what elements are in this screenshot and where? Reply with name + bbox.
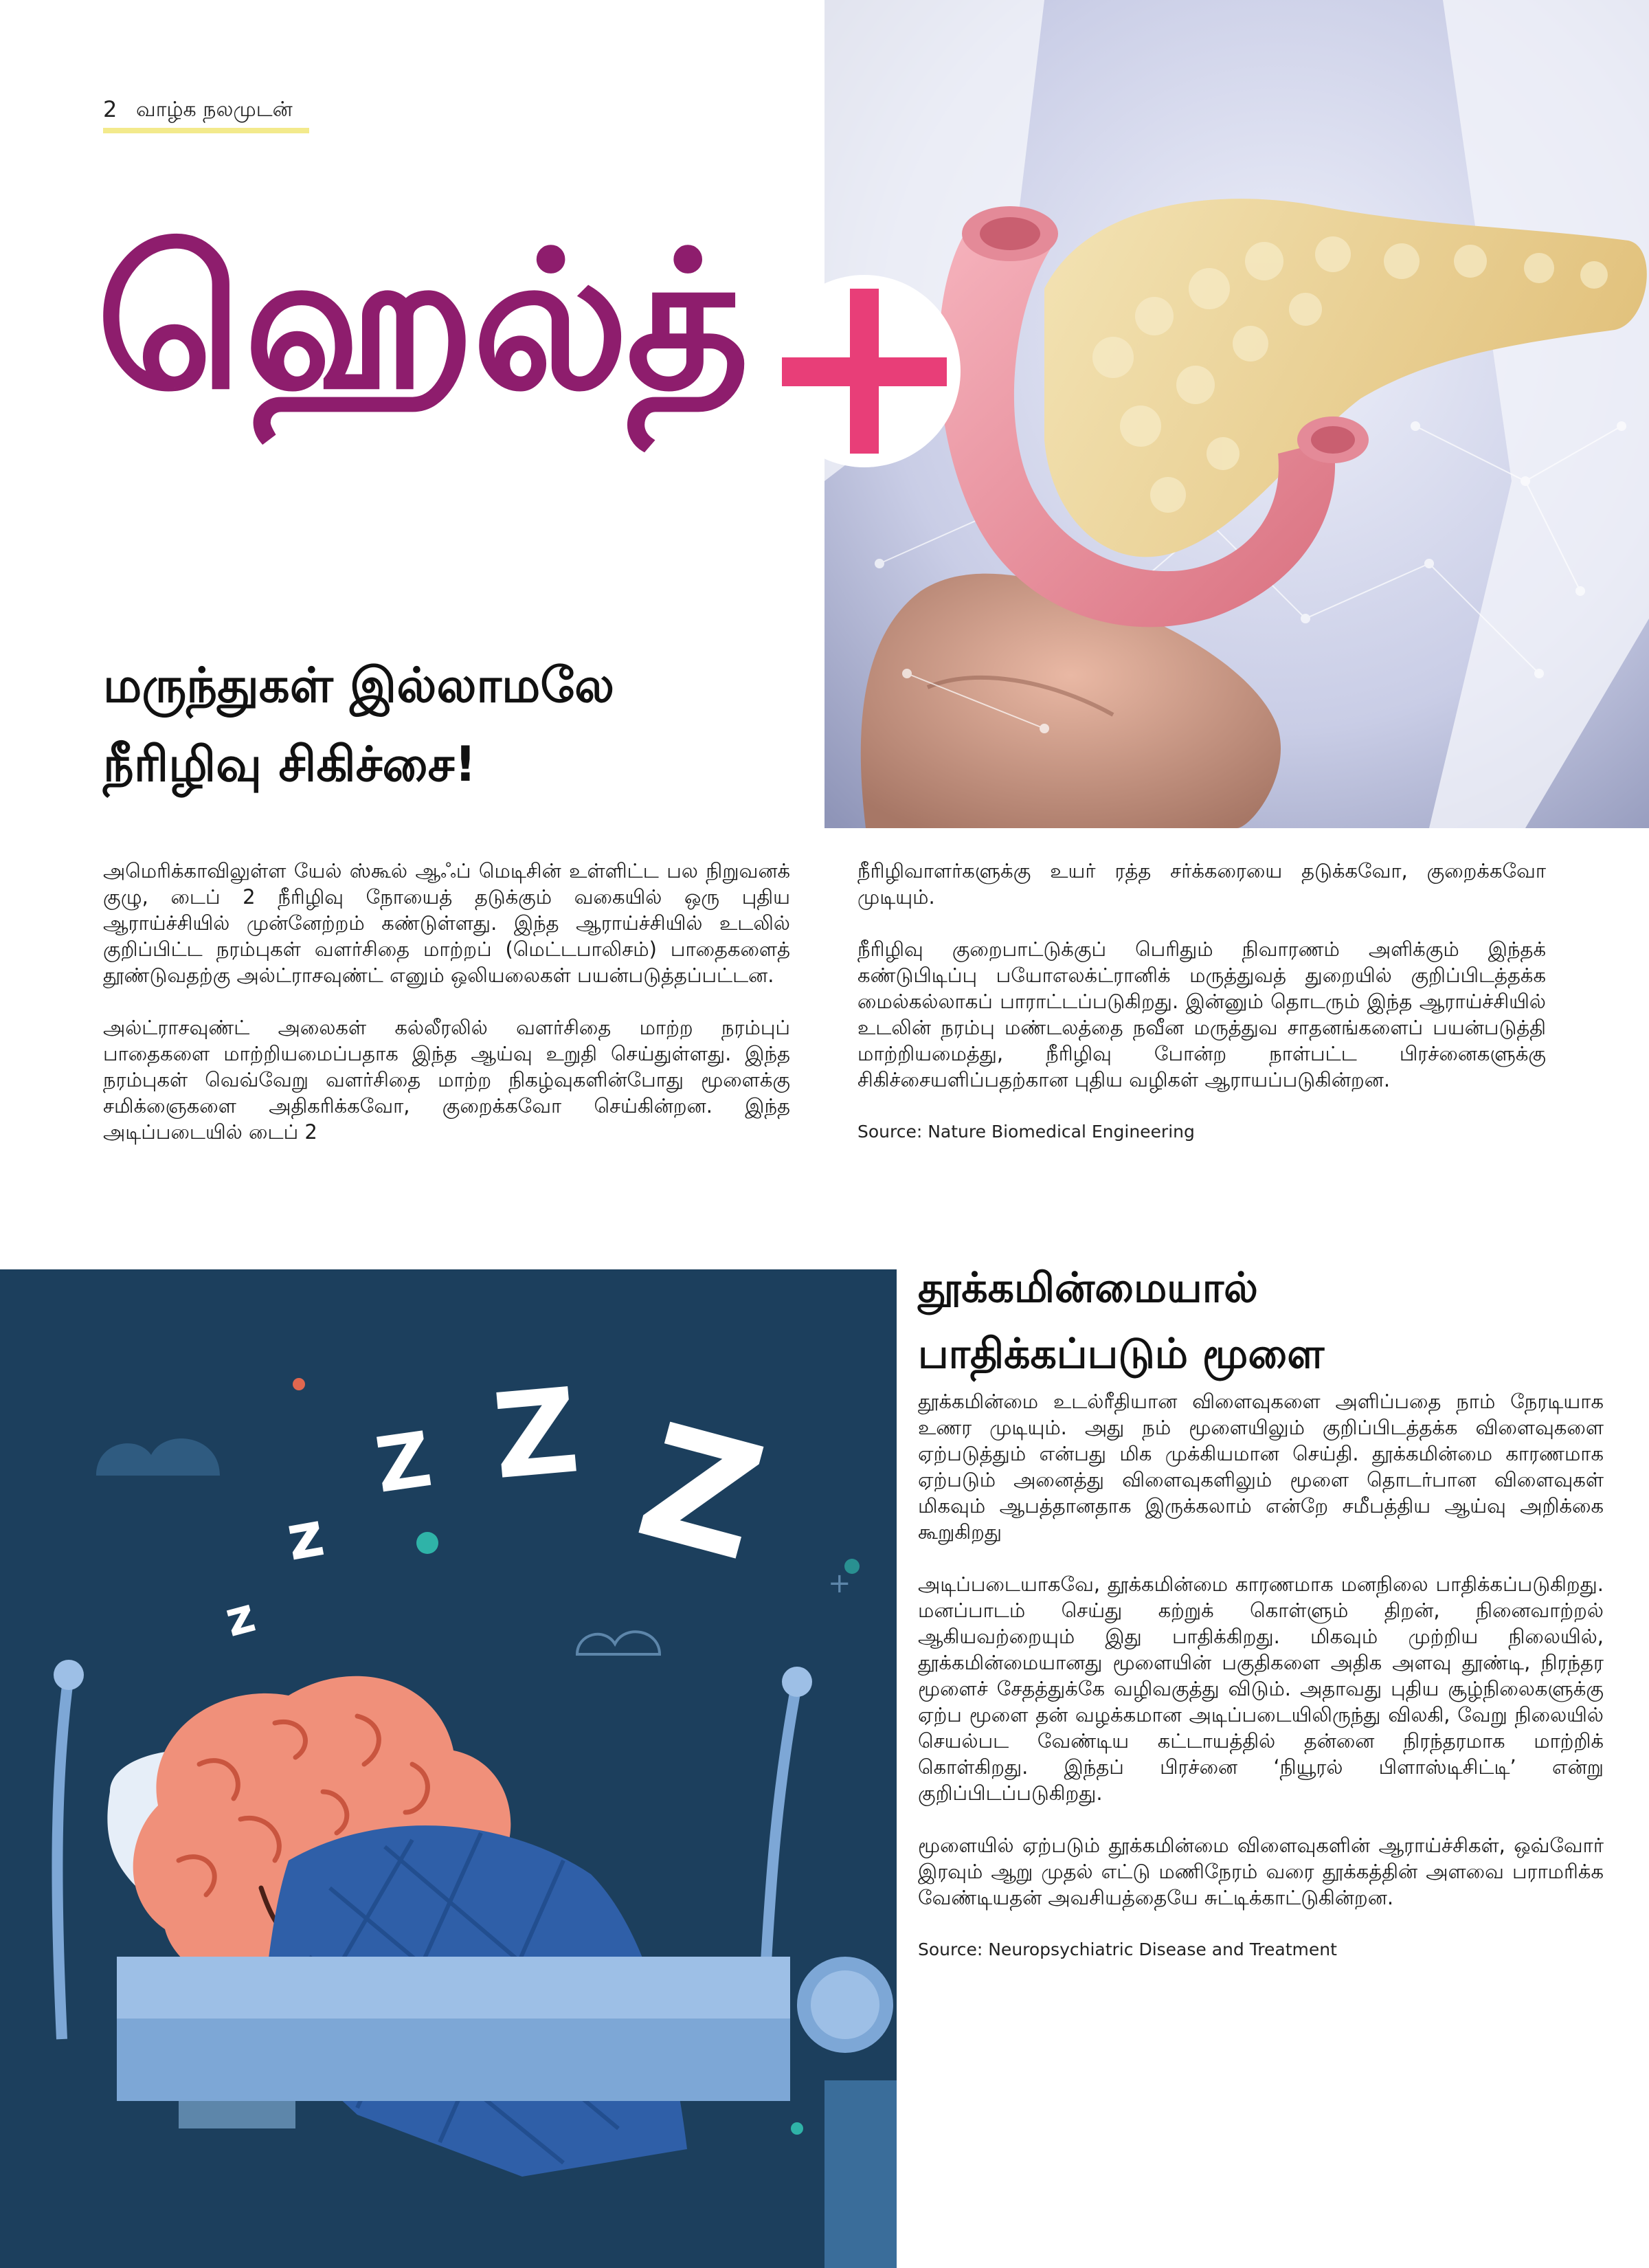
article1-title-line1: மருந்துகள் இல்லாமலே — [103, 657, 615, 713]
svg-text:z: z — [219, 1586, 261, 1648]
sleeping-brain-illustration — [0, 1269, 897, 2268]
article1-paragraph: அல்ட்ராசவுண்ட் அலைகள் கல்லீரலில் வளர்சிதை மாற்ற நரம்புப் பாதைகளை மாற்றியமைப்பதாக இந்த ஆய்வு உறுதி செய்துள்ளது. இந்த நரம்புகள் வெவ்வேறு வளர்சிதை மாற்ற நிகழ்வுகளின்போது மூளைக்கு சமிக்ஞைகளை அதிகரிக்கவோ, குறைக்கவோ செய்கின்றன. இந்த அடிப்படையில் டைப் 2 — [103, 1016, 790, 1144]
sleeping-brain-art — [0, 1269, 897, 2268]
page-number: 2 — [103, 96, 117, 122]
article1-column-2 — [857, 858, 1546, 1171]
article1-column-1 — [103, 858, 790, 1171]
header-underline — [103, 128, 309, 133]
article2-body — [918, 1388, 1604, 1989]
svg-text:Z: Z — [370, 1414, 437, 1510]
article2-title — [918, 1255, 1591, 1387]
article1-title-line2: நீரிழிவு சிகிச்சை! — [103, 736, 477, 792]
article1-title — [103, 646, 811, 804]
svg-text:+: + — [828, 1568, 851, 1599]
article2-paragraph: அடிப்படையாகவே, தூக்கமின்மை காரணமாக மனநிலை பாதிக்கப்படுகிறது. மனப்பாடம் செய்து கற்றுக் கொள்ளும் திறன், நினைவாற்றல் ஆகியவற்றையும் இது பாதிக்கிறது. மிகவும் முற்றிய நிலையில், தூக்கமின்மையானது மூளையின் பகுதிகளை அதிக அளவு தூண்டி, நிரந்தர மூளைச் சேதத்துக்கே வழிவகுத்து விடும். அதாவது புதிய சூழ்நிலைகளுக்கு ஏற்ப மூளை தன் வழக்கமான அடிப்படையிலிருந்து விலகி, வேறு நிலையில் செயல்பட வேண்டிய கட்டாயத்தில் தன்னை நிரந்தரமாக மாற்றிக் கொள்கிறது. இந்தப் பிரச்னை ‘நியூரல் பிளாஸ்டிசிட்டி’ என்று குறிப்பிடப்படுகிறது. — [918, 1572, 1604, 1805]
article2-paragraph: தூக்கமின்மை உடல்ரீதியான விளைவுகளை அளிப்பதை நாம் நேரடியாக உணர முடியும். அது நம் மூளையிலும் குறிப்பிடத்தக்க விளைவுகளை ஏற்படுத்தும் என்பது மிக முக்கியமான செய்தி. தூக்கமின்மை காரணமாக ஏற்படும் அனைத்து விளைவுகளிலும் மூளை தொடர்பான விளைவுகள் மிகவும் ஆபத்தானதாக இருக்கலாம் என்றே சமீபத்திய ஆய்வு அறிக்கை கூறுகிறது — [918, 1390, 1604, 1544]
magazine-name: வாழ்க நலமுடன் — [136, 98, 293, 122]
article1-source: Source: Nature Biomedical Engineering — [857, 1122, 1195, 1142]
svg-text:Z: Z — [487, 1363, 585, 1507]
article2-source: Source: Neuropsychiatric Disease and Treatment — [918, 1939, 1337, 1959]
article1-paragraph: நீரிழிவாளர்களுக்கு உயர் ரத்த சர்க்கரையை தடுக்கவோ, குறைக்கவோ முடியும். — [857, 859, 1546, 909]
svg-text:z: z — [281, 1498, 330, 1575]
article1-paragraph: நீரிழிவு குறைபாட்டுக்குப் பெரிதும் நிவாரணம் அளிக்கும் இந்தக் கண்டுபிடிப்பு பயோஎலக்ட்ரானிக் மருத்துவத் துறையில் குறிப்பிடத்தக்க மைல்கல்லாகப் பாராட்டப்படுகிறது. இன்னும் தொடரும் இந்த ஆராய்ச்சியில் உடலின் நரம்பு மண்டலத்தை நவீன மருத்துவ சாதனங்களைப் பயன்படுத்தி மாற்றியமைத்து, நீரிழிவு போன்ற நாள்பட்ட பிரச்னைகளுக்கு சிகிச்சையளிப்பதற்கான புதிய வழிகள் ஆராயப்படுகின்றன. — [857, 937, 1546, 1091]
article2-title-line2: பாதிக்கப்படும் மூளை — [918, 1330, 1325, 1378]
plus-icon-vertical — [850, 289, 879, 454]
article2-paragraph: மூளையில் ஏற்படும் தூக்கமின்மை விளைவுகளின் ஆராய்ச்சிகள், ஒவ்வோர் இரவும் ஆறு முதல் எட்டு மணிநேரம் வரை தூக்கத்தின் அளவை பராமரிக்க வேண்டியதன் அவசியத்தையே சுட்டிக்காட்டுகின்றன. — [918, 1834, 1604, 1909]
section-title: ஹெல்த் — [96, 211, 747, 431]
article1-paragraph: அமெரிக்காவிலுள்ள யேல் ஸ்கூல் ஆஃப் மெடிசின் உள்ளிட்ட பல நிறுவனக் குழு, டைப் 2 நீரிழிவு நோயைத் தடுக்கும் வகையில் ஒரு புதிய ஆராய்ச்சியில் முன்னேற்றம் கண்டுள்ளது. இந்த ஆராய்ச்சியில் உடலில் குறிப்பிட்ட நரம்புகள் வளர்சிதை மாற்றப் (மெட்டபாலிசம்) பாதைகளைத் தூண்டுவதற்கு அல்ட்ராசவுண்ட் எனும் ஒலியலைகள் பயன்படுத்தப்பட்டன. — [103, 859, 790, 987]
svg-text:Z: Z — [622, 1390, 781, 1597]
article2-title-line1: தூக்கமின்மையால் — [918, 1264, 1258, 1312]
